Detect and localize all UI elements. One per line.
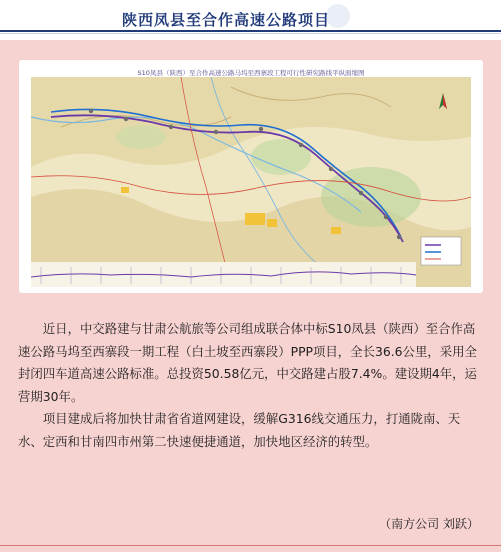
- title-rule: [0, 30, 501, 32]
- map-legend: [421, 237, 461, 265]
- article-paragraph: 项目建成后将加快甘肃省省道网建设，缓解G316线交通压力，打通陇南、天水、定西和甘南四市州第二快速便捷通道，加快地区经济的转型。: [18, 411, 461, 449]
- header-bar: [0, 0, 501, 40]
- title-rule-light: [0, 33, 501, 34]
- route-map-card: [19, 60, 483, 293]
- bottom-rule: [0, 545, 501, 546]
- article-body: [18, 318, 484, 453]
- article-credit: （南方公司 刘跃）: [379, 517, 479, 531]
- town-block: [245, 213, 265, 225]
- article-paragraph: 近日，中交路建与甘肃公航旅等公司组成联合体中标S10凤县（陕西）至合作高速公路马坞至西寨段一期工程（白土坡至西寨段）PPP项目，全长36.6公里，采用全封闭四车道高速公路标准。总投资50.58亿元，中交路建占股7.4%。建设期4年，运营期30年。: [18, 321, 477, 404]
- route-map: [31, 77, 471, 287]
- map-title: S10凤县（陕西）至合作高速公路马坞至西寨段工程可行性研究路线平纵面缩图: [137, 69, 365, 77]
- page-title: 陕西凤县至合作高速公路项目: [122, 11, 331, 29]
